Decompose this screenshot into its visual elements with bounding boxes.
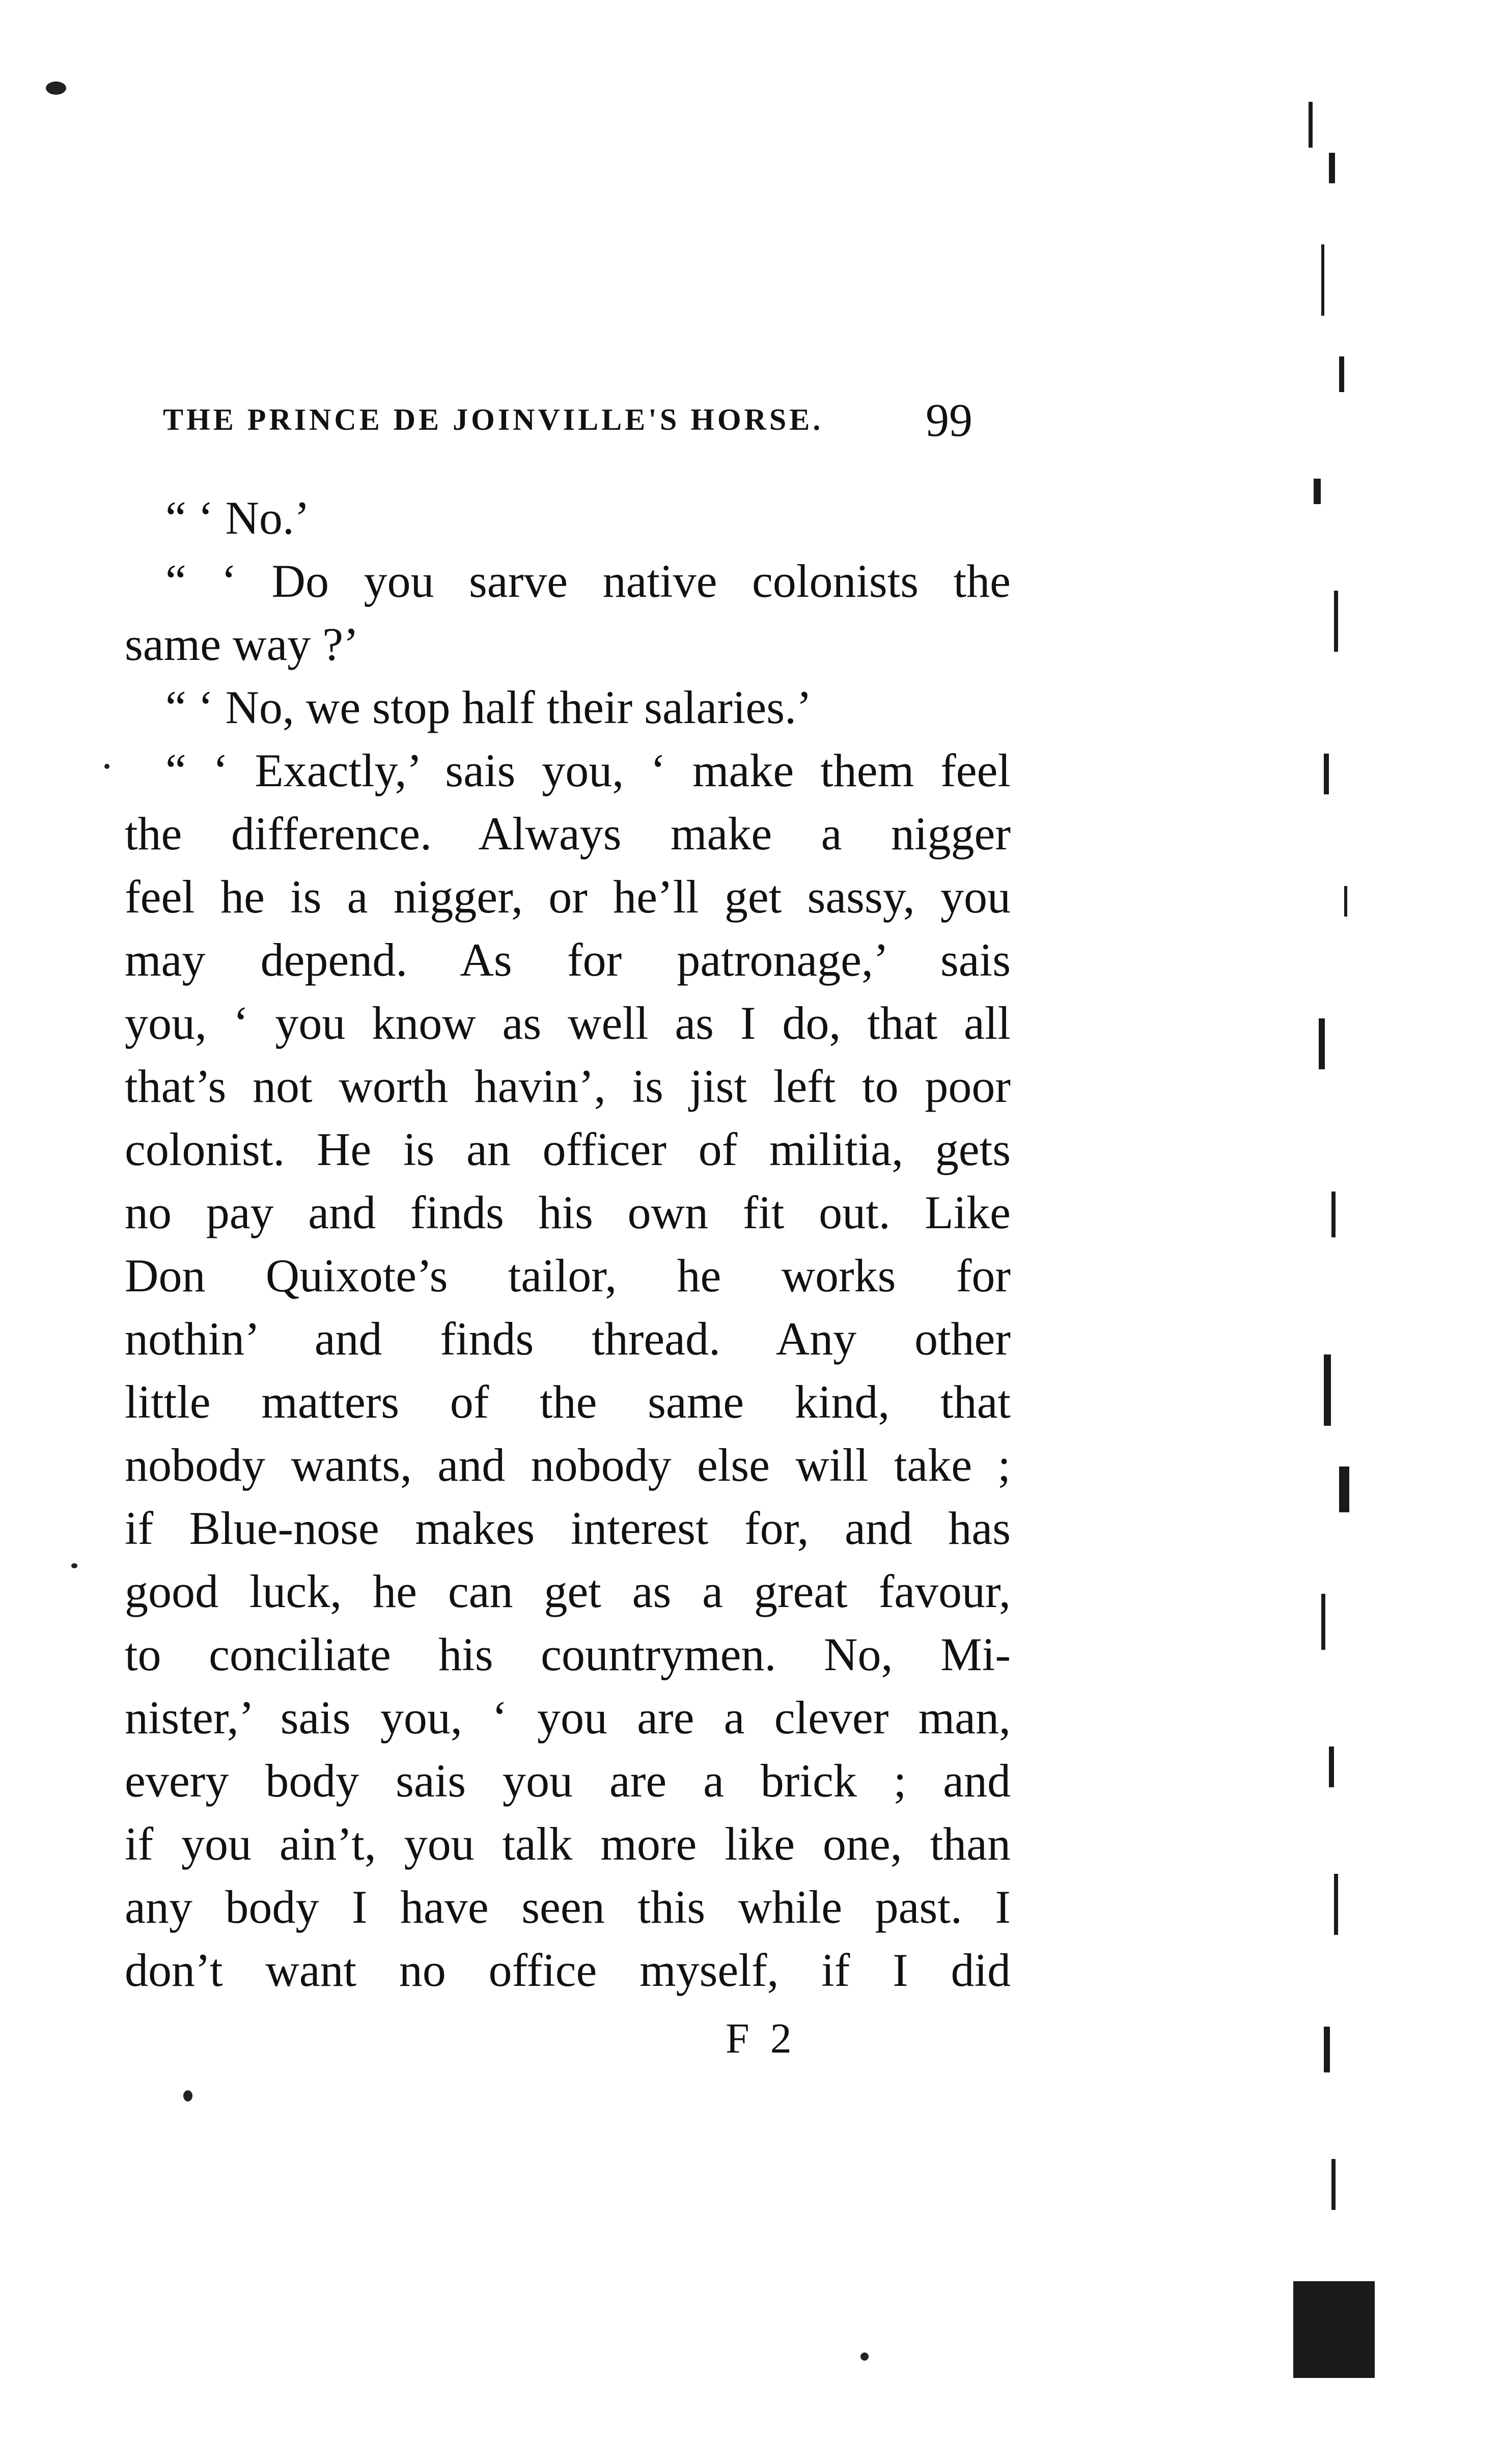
text-line: may depend. As for patronage,’ sais bbox=[125, 934, 1011, 986]
running-title: THE PRINCE DE JOINVILLE'S HORSE. bbox=[163, 403, 824, 436]
text-line: don’t want no office myself, if I did bbox=[125, 1944, 1011, 1996]
text-line: you, ‘ you know as well as I do, that all bbox=[125, 997, 1011, 1049]
scan-edge-noise bbox=[1273, 92, 1375, 2393]
text-line: nothin’ and finds thread. Any other bbox=[125, 1313, 1011, 1365]
text-line: feel he is a nigger, or he’ll get sassy, you bbox=[125, 871, 1011, 923]
text-line: if you ain’t, you talk more like one, than bbox=[125, 1818, 1011, 1870]
scan-speck bbox=[104, 764, 109, 769]
body-text bbox=[125, 486, 1011, 2004]
scan-speck bbox=[183, 2090, 192, 2101]
text-line: the difference. Always make a nigger bbox=[125, 808, 1011, 860]
text-line: that’s not worth havin’, is jist left to poor bbox=[125, 1060, 1011, 1112]
text-line: “ ‘ No.’ bbox=[165, 492, 310, 544]
text-line: nobody wants, and nobody else will take ; bbox=[125, 1439, 1011, 1491]
text-line: every body sais you are a brick ; and bbox=[125, 1755, 1011, 1807]
text-line: little matters of the same kind, that bbox=[125, 1376, 1011, 1428]
text-line: if Blue-nose makes interest for, and has bbox=[125, 1502, 1011, 1554]
text-line: colonist. He is an officer of militia, gets bbox=[125, 1123, 1011, 1175]
text-line: “ ‘ Exactly,’ sais you, ‘ make them feel bbox=[165, 744, 1011, 796]
text-line: same way ?’ bbox=[125, 618, 359, 670]
text-line: “ ‘ Do you sarve native colonists the bbox=[165, 555, 1011, 607]
text-line: any body I have seen this while past. I bbox=[125, 1881, 1011, 1933]
page-header bbox=[163, 393, 978, 454]
text-line: good luck, he can get as a great favour, bbox=[125, 1565, 1011, 1617]
signature-mark: F 2 bbox=[726, 2015, 797, 2062]
page-number: 99 bbox=[926, 394, 972, 446]
scan-speck bbox=[46, 81, 66, 95]
scan-speck bbox=[860, 2352, 869, 2361]
text-line: “ ‘ No, we stop half their salaries.’ bbox=[165, 681, 812, 733]
scan-speck bbox=[71, 1563, 77, 1568]
text-line: to conciliate his countrymen. No, Mi- bbox=[125, 1628, 1011, 1680]
text-line: nister,’ sais you, ‘ you are a clever man, bbox=[125, 1692, 1011, 1743]
text-line: Don Quixote’s tailor, he works for bbox=[125, 1250, 1011, 1302]
text-line: no pay and finds his own fit out. Like bbox=[125, 1186, 1011, 1238]
